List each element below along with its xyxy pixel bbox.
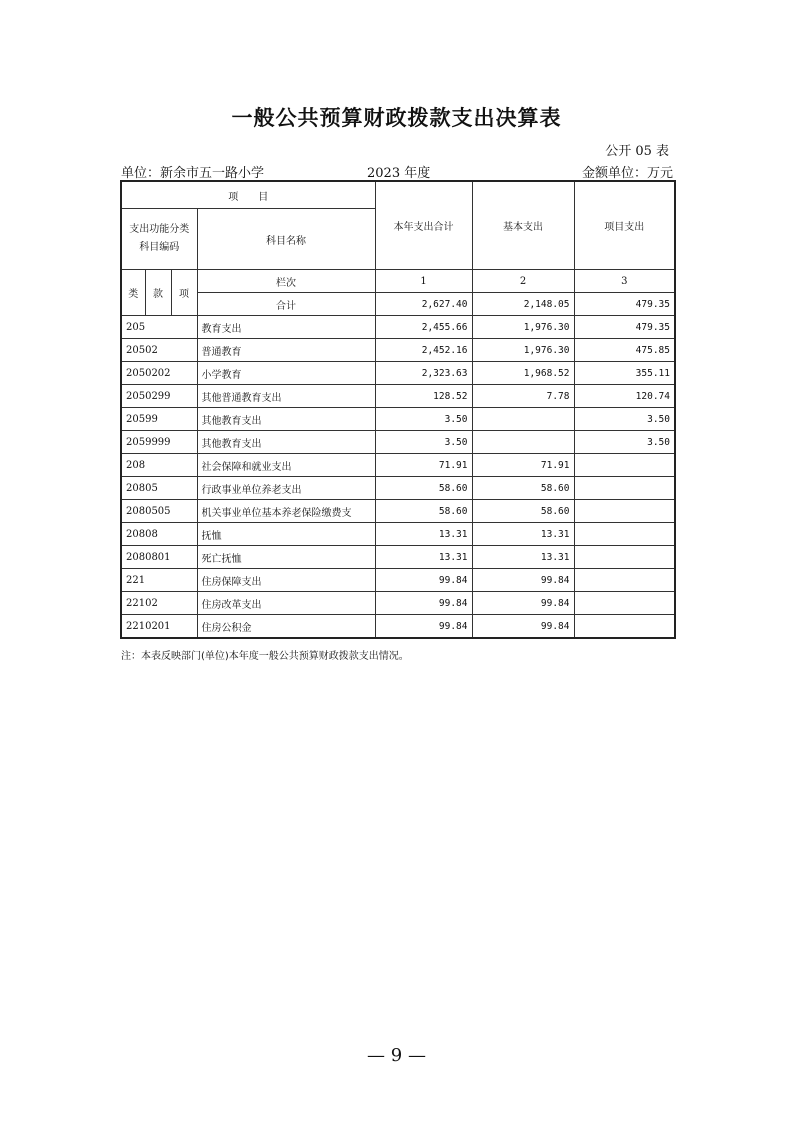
row-name: 机关事业单位基本养老保险缴费支 <box>197 500 375 523</box>
total-label: 合计 <box>197 293 375 316</box>
header-kuan: 款 <box>145 270 171 316</box>
row-total: 128.52 <box>375 385 472 408</box>
row-code: 2210201 <box>121 615 197 639</box>
row-total: 99.84 <box>375 615 472 639</box>
row-name: 教育支出 <box>197 316 375 339</box>
row-project: 120.74 <box>574 385 675 408</box>
row-project <box>574 615 675 639</box>
row-project <box>574 477 675 500</box>
row-basic: 99.84 <box>472 592 574 615</box>
row-project <box>574 592 675 615</box>
header-col-basic: 基本支出 <box>472 181 574 270</box>
header-code-line1: 支出功能分类 <box>129 224 190 235</box>
row-total: 3.50 <box>375 408 472 431</box>
page-title: 一般公共预算财政拨款支出决算表 <box>231 106 562 130</box>
row-name: 其他教育支出 <box>197 408 375 431</box>
header-n2: 2 <box>472 270 574 293</box>
header-col-total: 本年支出合计 <box>375 181 472 270</box>
row-code: 20599 <box>121 408 197 431</box>
row-basic: 99.84 <box>472 569 574 592</box>
row-name: 住房公积金 <box>197 615 375 639</box>
row-basic <box>472 408 574 431</box>
row-name: 死亡抚恤 <box>197 546 375 569</box>
total-value-1: 2,627.40 <box>375 293 472 316</box>
row-code: 2050299 <box>121 385 197 408</box>
row-basic: 58.60 <box>472 500 574 523</box>
header-code <box>121 209 197 270</box>
table-row <box>121 408 675 431</box>
header-row-lanci <box>121 270 675 293</box>
row-project <box>574 546 675 569</box>
row-project: 3.50 <box>574 431 675 454</box>
header-xiang: 项 <box>171 270 197 316</box>
table-row <box>121 477 675 500</box>
row-total: 2,452.16 <box>375 339 472 362</box>
row-code: 22102 <box>121 592 197 615</box>
row-basic: 71.91 <box>472 454 574 477</box>
row-name: 住房保障支出 <box>197 569 375 592</box>
header-lei: 类 <box>121 270 145 316</box>
row-name: 其他普通教育支出 <box>197 385 375 408</box>
header-lanci: 栏次 <box>197 270 375 293</box>
table-row <box>121 316 675 339</box>
header-code-line2: 科目编码 <box>139 242 180 253</box>
fiscal-year: 2023 年度 <box>367 166 431 181</box>
row-total: 2,455.66 <box>375 316 472 339</box>
table-row <box>121 431 675 454</box>
row-name: 住房改革支出 <box>197 592 375 615</box>
row-total: 58.60 <box>375 477 472 500</box>
row-total: 71.91 <box>375 454 472 477</box>
row-name: 普通教育 <box>197 339 375 362</box>
row-code: 205 <box>121 316 197 339</box>
page-number: — 9 — <box>367 1045 426 1066</box>
header-n3: 3 <box>574 270 675 293</box>
row-total: 3.50 <box>375 431 472 454</box>
row-name: 社会保障和就业支出 <box>197 454 375 477</box>
row-basic: 58.60 <box>472 477 574 500</box>
row-code: 20805 <box>121 477 197 500</box>
row-total: 13.31 <box>375 523 472 546</box>
row-total: 13.31 <box>375 546 472 569</box>
row-total: 99.84 <box>375 592 472 615</box>
row-project <box>574 569 675 592</box>
table-row <box>121 615 675 639</box>
table-row <box>121 523 675 546</box>
row-name: 行政事业单位养老支出 <box>197 477 375 500</box>
table-row <box>121 500 675 523</box>
total-value-2: 2,148.05 <box>472 293 574 316</box>
table-row <box>121 546 675 569</box>
header-item: 项 目 <box>121 181 375 209</box>
header-col-project: 项目支出 <box>574 181 675 270</box>
row-total: 2,323.63 <box>375 362 472 385</box>
row-project: 3.50 <box>574 408 675 431</box>
row-project: 475.85 <box>574 339 675 362</box>
row-basic: 1,968.52 <box>472 362 574 385</box>
table-row <box>121 569 675 592</box>
row-basic: 7.78 <box>472 385 574 408</box>
row-total: 58.60 <box>375 500 472 523</box>
row-project <box>574 454 675 477</box>
meta-row <box>121 162 673 180</box>
row-project: 355.11 <box>574 362 675 385</box>
row-basic: 13.31 <box>472 523 574 546</box>
row-basic: 1,976.30 <box>472 316 574 339</box>
total-row <box>121 293 675 316</box>
header-name: 科目名称 <box>197 209 375 270</box>
total-value-3: 479.35 <box>574 293 675 316</box>
row-total: 99.84 <box>375 569 472 592</box>
row-code: 2059999 <box>121 431 197 454</box>
table-row <box>121 592 675 615</box>
header-n1: 1 <box>375 270 472 293</box>
footnote: 注：本表反映部门(单位)本年度一般公共预算财政拨款支出情况。 <box>121 651 409 662</box>
form-number: 公开 05 表 <box>605 144 669 159</box>
row-name: 小学教育 <box>197 362 375 385</box>
row-code: 2050202 <box>121 362 197 385</box>
row-basic: 1,976.30 <box>472 339 574 362</box>
row-basic: 99.84 <box>472 615 574 639</box>
row-basic: 13.31 <box>472 546 574 569</box>
row-project: 479.35 <box>574 316 675 339</box>
row-code: 20808 <box>121 523 197 546</box>
header-row-item <box>121 181 675 209</box>
budget-table <box>120 180 676 639</box>
table-row <box>121 339 675 362</box>
amount-unit: 金额单位：万元 <box>581 166 673 181</box>
unit-name: 单位：新余市五一路小学 <box>121 166 265 181</box>
table-row <box>121 362 675 385</box>
row-code: 221 <box>121 569 197 592</box>
row-project <box>574 500 675 523</box>
row-code: 20502 <box>121 339 197 362</box>
row-name: 抚恤 <box>197 523 375 546</box>
table-row <box>121 454 675 477</box>
row-code: 2080801 <box>121 546 197 569</box>
row-project <box>574 523 675 546</box>
row-code: 2080505 <box>121 500 197 523</box>
row-code: 208 <box>121 454 197 477</box>
table-row <box>121 385 675 408</box>
row-basic <box>472 431 574 454</box>
row-name: 其他教育支出 <box>197 431 375 454</box>
